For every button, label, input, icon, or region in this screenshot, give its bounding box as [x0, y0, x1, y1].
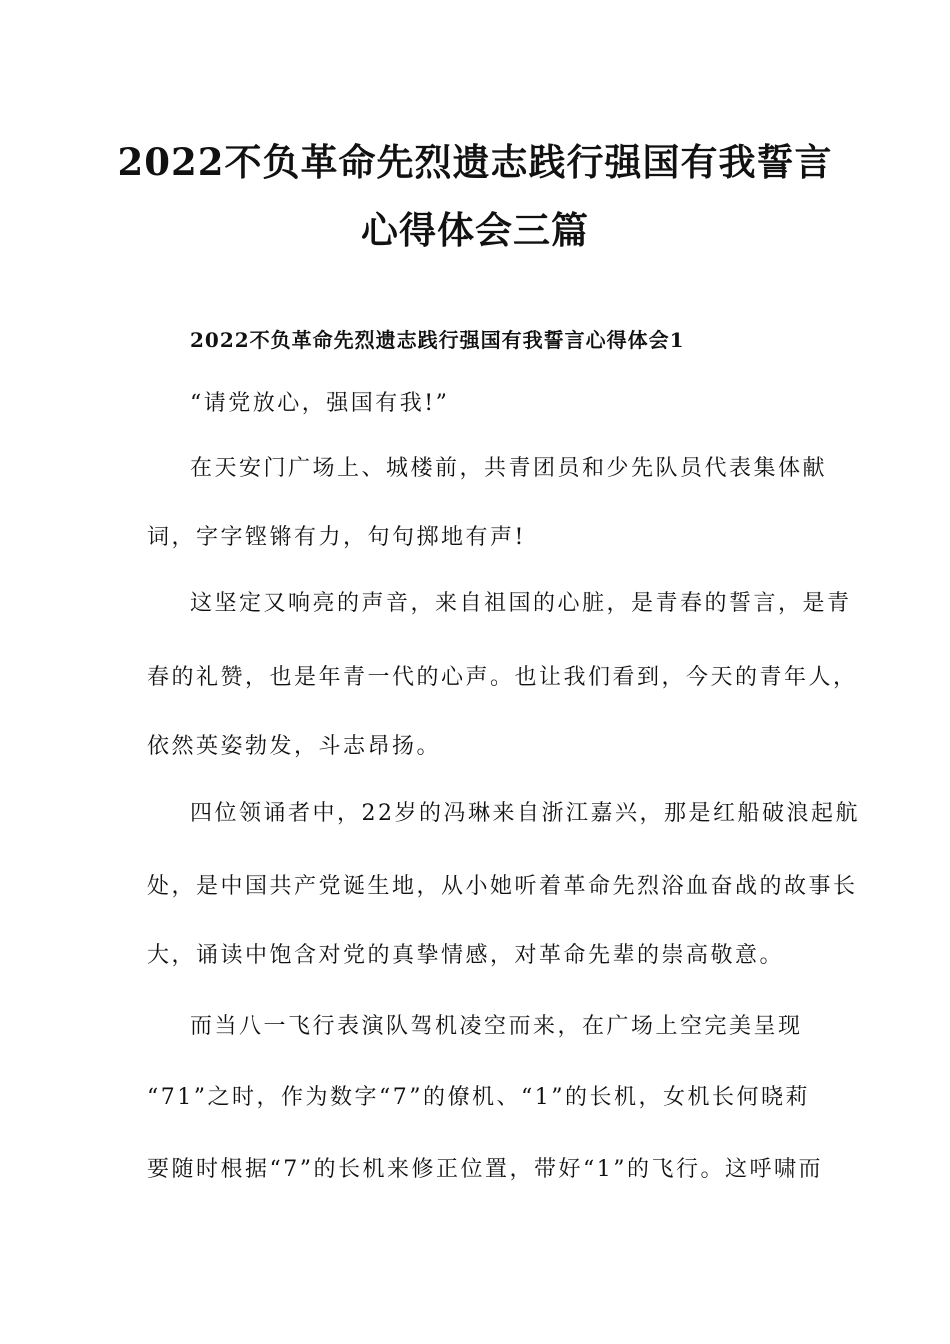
paragraph-line: 词，字字铿锵有力，句句掷地有声!	[147, 525, 526, 550]
paragraph-line: 要随时根据“7”的长机来修正位置，带好“1”的飞行。这呼啸而	[147, 1157, 823, 1182]
paragraph-line: 大，诵读中饱含对党的真挚情感，对革命先辈的崇高敬意。	[147, 943, 785, 968]
paragraph-line: 在天安门广场上、城楼前，共青团员和少先队员代表集体献	[190, 456, 828, 481]
document-title-line-1: 2022不负革命先烈遗志践行强国有我誓言	[117, 140, 833, 184]
paragraph-line: 处，是中国共产党诞生地，从小她听着革命先烈浴血奋战的故事长	[147, 874, 858, 899]
paragraph-line: 春的礼赞，也是年青一代的心声。也让我们看到，今天的青年人，	[147, 665, 858, 690]
document-title-line-2: 心得体会三篇	[361, 208, 589, 252]
paragraph-line: “请党放心，强国有我!”	[190, 391, 450, 416]
paragraph-line: 而当八一飞行表演队驾机凌空而来，在广场上空完美呈现	[190, 1014, 803, 1039]
paragraph-line: 这坚定又响亮的声音，来自祖国的心脏，是青春的誓言，是青	[190, 591, 852, 616]
paragraph-line: “71”之时，作为数字“7”的僚机、“1”的长机，女机长何晓莉	[147, 1085, 810, 1110]
paragraph-line: 四位领诵者中，22岁的冯琳来自浙江嘉兴，那是红船破浪起航	[190, 801, 860, 826]
paragraph-line: 依然英姿勃发，斗志昂扬。	[147, 734, 442, 759]
section-heading: 2022不负革命先烈遗志践行强国有我誓言心得体会1	[190, 328, 685, 352]
